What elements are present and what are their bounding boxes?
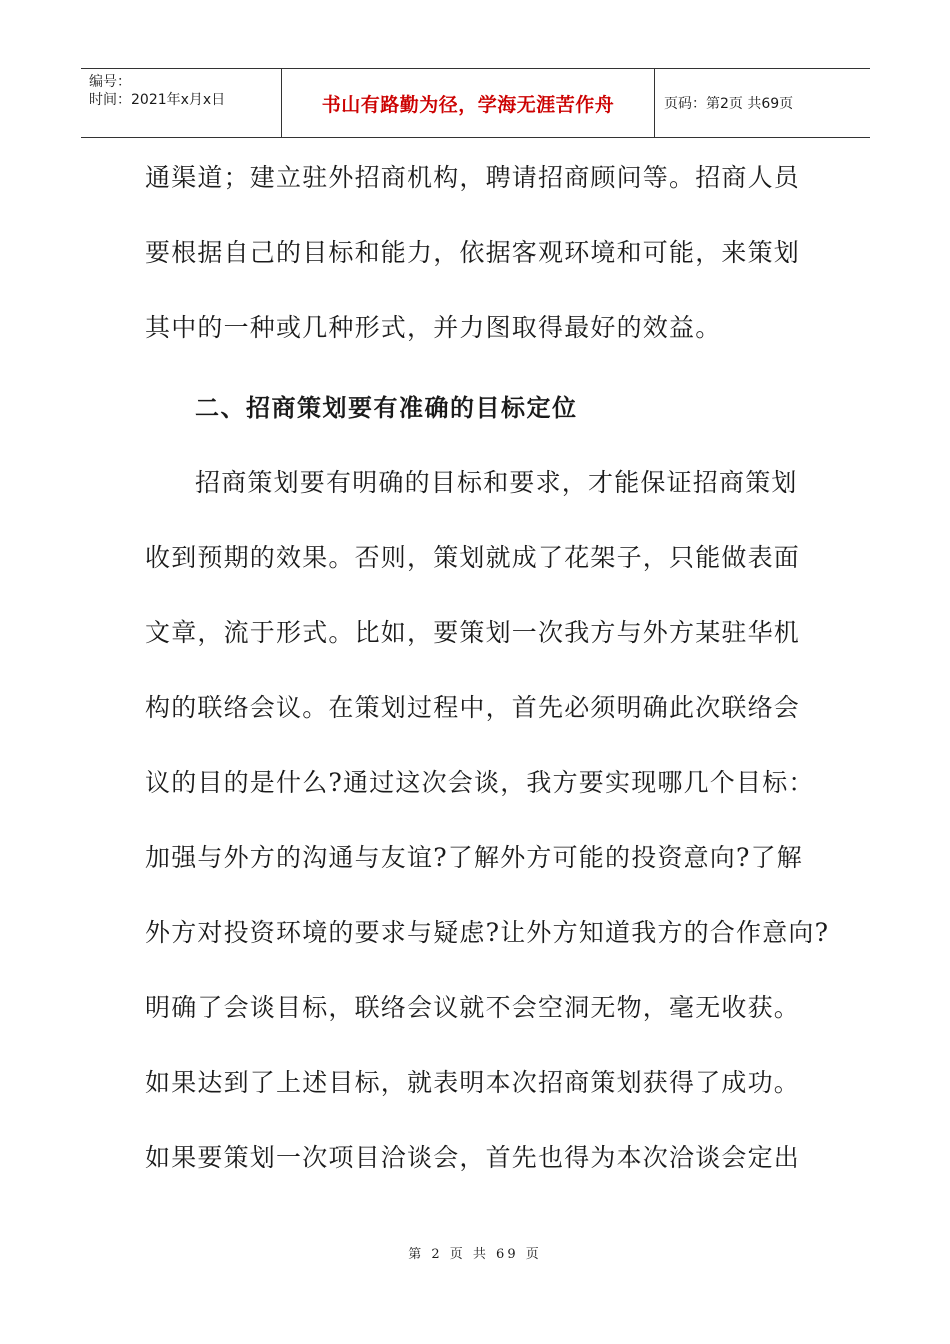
body-line: 加强与外方的沟通与友谊?了解外方可能的投资意向?了解	[145, 843, 804, 872]
page-footer: 第 2 页 共 69 页	[408, 1247, 542, 1262]
document-date: 时间：2021年x月x日	[89, 92, 226, 108]
body-line: 收到预期的效果。否则，策划就成了花架子，只能做表面	[145, 543, 801, 572]
header-motto: 书山有路勤为径，学海无涯苦作舟	[321, 93, 615, 116]
body-line: 通渠道；建立驻外招商机构，聘请招商顾问等。招商人员	[145, 163, 801, 192]
body-line: 文章，流于形式。比如，要策划一次我方与外方某驻华机	[145, 618, 801, 647]
body-line: 招商策划要有明确的目标和要求，才能保证招商策划	[195, 468, 798, 497]
header-meta	[81, 69, 281, 141]
document-number-label: 编号：	[89, 74, 131, 90]
body-line: 要根据自己的目标和能力，依据客观环境和可能，来策划	[145, 238, 801, 267]
body-line: 外方对投资环境的要求与疑虑?让外方知道我方的合作意向?	[145, 918, 830, 947]
body-line: 其中的一种或几种形式，并力图取得最好的效益。	[145, 313, 722, 342]
header-page-info-cell	[654, 69, 880, 137]
body-line: 明确了会谈目标，联络会议就不会空洞无物，毫无收获。	[145, 993, 801, 1022]
header-page-info: 页码：第2页 共69页	[664, 96, 794, 112]
page-header	[81, 68, 870, 138]
header-motto-cell	[281, 69, 655, 137]
body-line: 如果达到了上述目标，就表明本次招商策划获得了成功。	[145, 1068, 801, 1097]
body-line: 构的联络会议。在策划过程中，首先必须明确此次联络会	[145, 693, 801, 722]
body-line: 议的目的是什么?通过这次会谈，我方要实现哪几个目标：	[145, 768, 815, 797]
body-line: 如果要策划一次项目洽谈会，首先也得为本次洽谈会定出	[145, 1143, 801, 1172]
section-heading: 二、招商策划要有准确的目标定位	[195, 394, 578, 422]
